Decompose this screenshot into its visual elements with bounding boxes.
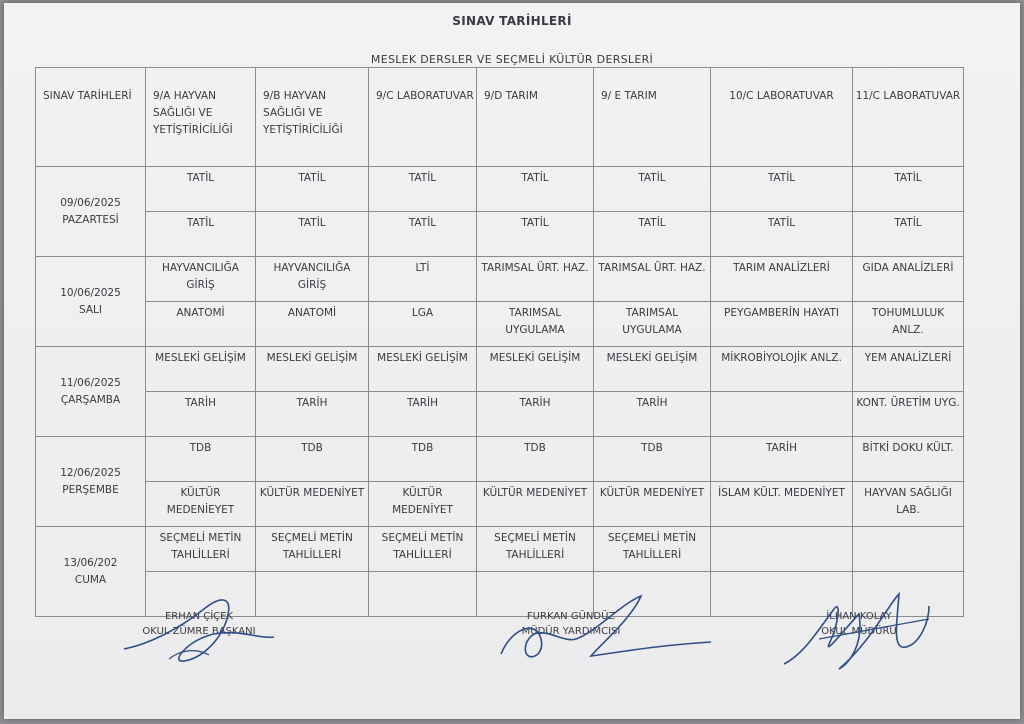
subject-cell: TARİH <box>594 392 711 437</box>
signature-block-mudur-yardimcisi <box>476 609 666 639</box>
subject-cell: SEÇMELİ METİN TAHLİLLERİ <box>369 527 477 572</box>
subject-cell: TATİL <box>477 167 594 212</box>
subject-cell: TATİL <box>369 167 477 212</box>
subject-cell: MESLEKİ GELİŞİM <box>594 347 711 392</box>
exam-weekday: SALI <box>79 303 102 316</box>
signer-name: İLHAN KOLAY <box>826 611 892 622</box>
subject-cell: HAYVANCILIĞA GİRİŞ <box>146 257 256 302</box>
table-row <box>36 212 964 257</box>
subject-cell: TARIMSAL UYGULAMA <box>594 302 711 347</box>
subject-cell: TATİL <box>711 212 853 257</box>
subject-cell: TARİH <box>369 392 477 437</box>
exam-date: 12/06/2025 <box>60 466 121 479</box>
subject-cell: TATİL <box>594 212 711 257</box>
subject-cell <box>853 527 964 572</box>
subject-cell: MESLEKİ GELİŞİM <box>369 347 477 392</box>
subject-cell: GIDA ANALİZLERİ <box>853 257 964 302</box>
exam-schedule-table <box>35 67 964 617</box>
date-cell <box>36 437 146 527</box>
subject-cell: TATİL <box>146 167 256 212</box>
table-row <box>36 257 964 302</box>
subject-cell: HAYVANCILIĞA GİRİŞ <box>256 257 369 302</box>
date-cell <box>36 257 146 347</box>
exam-date: 13/06/202 <box>63 556 118 569</box>
subject-cell: KÜLTÜR MEDENİYET <box>369 482 477 527</box>
page-title: SINAV TARİHLERİ <box>452 14 572 28</box>
subject-cell: TARİH <box>256 392 369 437</box>
subject-cell: TDB <box>256 437 369 482</box>
handwritten-signature <box>481 584 721 674</box>
subject-cell: TDB <box>477 437 594 482</box>
subject-cell: TDB <box>146 437 256 482</box>
subject-cell: TDB <box>369 437 477 482</box>
signature-block-okul-muduru <box>779 609 939 639</box>
subject-cell: MESLEKİ GELİŞİM <box>256 347 369 392</box>
subject-cell: PEYGAMBERİN HAYATI <box>711 302 853 347</box>
table-row <box>36 482 964 527</box>
subject-cell: MESLEKİ GELİŞİM <box>146 347 256 392</box>
subject-cell: İSLAM KÜLT. MEDENİYET <box>711 482 853 527</box>
header-class: 11/C LABORATUVAR <box>853 68 964 167</box>
subject-cell: MİKROBİYOLOJİK ANLZ. <box>711 347 853 392</box>
subject-cell: KÜLTÜR MEDENİYET <box>256 482 369 527</box>
subject-cell: TATİL <box>369 212 477 257</box>
subject-cell: TARİH <box>477 392 594 437</box>
header-class: 9/ E TARIM <box>594 68 711 167</box>
subject-cell: TARİH <box>711 437 853 482</box>
exam-weekday: ÇARŞAMBA <box>60 393 121 406</box>
exam-weekday: CUMA <box>74 573 107 586</box>
subject-cell <box>711 527 853 572</box>
subject-cell: LGA <box>369 302 477 347</box>
subject-cell: TARIM ANALİZLERİ <box>711 257 853 302</box>
handwritten-signature <box>109 589 279 669</box>
subject-cell: KÜLTÜR MEDENİEYET <box>146 482 256 527</box>
table-header-row <box>36 68 964 167</box>
page-subtitle: MESLEK DERSLER VE SEÇMELİ KÜLTÜR DERSLERİ <box>370 53 654 66</box>
subject-cell: TATİL <box>146 212 256 257</box>
signer-name: ERHAN ÇİÇEK <box>164 611 234 622</box>
exam-weekday: PAZARTESİ <box>62 213 119 226</box>
exam-date: 10/06/2025 <box>60 286 121 299</box>
header-corner: SINAV TARİHLERİ <box>36 68 146 167</box>
subject-cell: KÜLTÜR MEDENİYET <box>594 482 711 527</box>
subject-cell: BİTKİ DOKU KÜLT. <box>853 437 964 482</box>
table-body <box>36 167 964 617</box>
header-class: 9/C LABORATUVAR <box>369 68 477 167</box>
subject-cell: ANATOMİ <box>256 302 369 347</box>
exam-date: 09/06/2025 <box>60 196 121 209</box>
subject-cell: MESLEKİ GELİŞİM <box>477 347 594 392</box>
subject-cell: TATİL <box>853 167 964 212</box>
subject-cell: TDB <box>594 437 711 482</box>
subject-cell: TARIMSAL UYGULAMA <box>477 302 594 347</box>
signer-role: OKUL MÜDÜRÜ <box>821 626 897 637</box>
exam-weekday: PERŞEMBE <box>62 483 119 496</box>
subject-cell: TARIMSAL ÜRT. HAZ. <box>477 257 594 302</box>
subject-cell: SEÇMELİ METİN TAHLİLLERİ <box>146 527 256 572</box>
subject-cell: TATİL <box>594 167 711 212</box>
header-class: 10/C LABORATUVAR <box>711 68 853 167</box>
handwritten-signature <box>779 584 939 679</box>
subject-cell: KÜLTÜR MEDENİYET <box>477 482 594 527</box>
table-row <box>36 167 964 212</box>
date-cell <box>36 167 146 257</box>
date-cell <box>36 347 146 437</box>
subject-cell: TATİL <box>477 212 594 257</box>
signer-role: OKUL ZÜMRE BAŞKANI <box>142 626 256 637</box>
document-page <box>4 3 1020 719</box>
signature-block-zumre <box>104 609 294 639</box>
signer-role: MÜDÜR YARDIMCISI <box>521 626 621 637</box>
subject-cell <box>369 572 477 617</box>
signer-name: FURKAN GÜNDÜZ <box>526 611 616 622</box>
header-class: 9/A HAYVAN SAĞLIĞI VE YETİŞTİRİCİLİĞİ <box>146 68 256 167</box>
table-row <box>36 527 964 572</box>
subject-cell: ANATOMİ <box>146 302 256 347</box>
subject-cell: TATİL <box>853 212 964 257</box>
subject-cell: KONT. ÜRETİM UYG. <box>853 392 964 437</box>
subject-cell: HAYVAN SAĞLIĞI LAB. <box>853 482 964 527</box>
subject-cell: SEÇMELİ METİN TAHLİLLERİ <box>477 527 594 572</box>
subject-cell <box>711 392 853 437</box>
subject-cell: TARIMSAL ÜRT. HAZ. <box>594 257 711 302</box>
table-row <box>36 302 964 347</box>
header-class: 9/B HAYVAN SAĞLIĞI VE YETİŞTİRİCİLİĞİ <box>256 68 369 167</box>
subject-cell: TATİL <box>711 167 853 212</box>
subject-cell: SEÇEMELİ METİN TAHLİLLERİ <box>594 527 711 572</box>
table-row <box>36 437 964 482</box>
subject-cell: SEÇMELİ METİN TAHLİLLERİ <box>256 527 369 572</box>
subject-cell: TARİH <box>146 392 256 437</box>
subject-cell: TOHUMLULUK ANLZ. <box>853 302 964 347</box>
exam-date: 11/06/2025 <box>60 376 121 389</box>
header-class: 9/D TARIM <box>477 68 594 167</box>
subject-cell: TATİL <box>256 167 369 212</box>
table-row <box>36 347 964 392</box>
subject-cell: LTİ <box>369 257 477 302</box>
table-row <box>36 392 964 437</box>
subject-cell: TATİL <box>256 212 369 257</box>
subject-cell: YEM ANALİZLERİ <box>853 347 964 392</box>
